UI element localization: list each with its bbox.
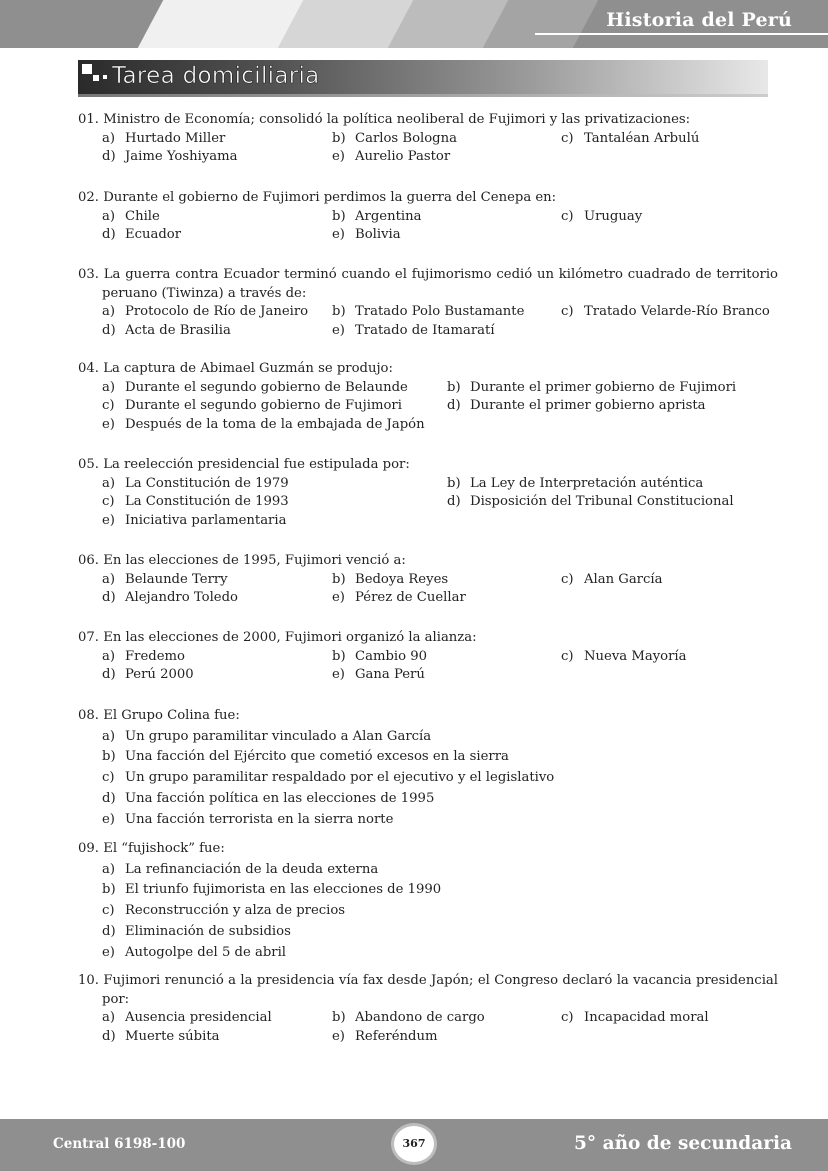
option-d: d) Alejandro Toledo: [102, 590, 238, 605]
option-c: c) Incapacidad moral: [561, 1010, 709, 1025]
grade-label: 5° año de secundaria: [574, 1133, 792, 1154]
question-text: Ministro de Economía; consolidó la política neoliberal de Fujimori y las privatizaciones:: [103, 112, 691, 127]
options: [102, 571, 778, 608]
option-c: c) Nueva Mayoría: [561, 648, 687, 664]
question-04: [78, 360, 778, 434]
option-e: e) Tratado de Itamaratí: [332, 322, 495, 338]
question-text: La captura de Abimael Guzmán se produjo:: [103, 361, 393, 376]
option-e: e) Iniciativa parlamentaria: [102, 512, 287, 528]
question-05: [78, 456, 778, 530]
question-10: [78, 972, 778, 1046]
option-a: a) Belaunde Terry: [102, 571, 228, 587]
question-text: Fujimori renunció a la presidencia vía fax desde Japón; el Congreso declaró la vacancia presidencial por:: [102, 973, 778, 1007]
options: [102, 1009, 778, 1046]
question-number: 10.: [78, 973, 99, 988]
section-title-banner: [78, 60, 768, 94]
option-d: d) Muerte súbita: [102, 1028, 220, 1044]
options: [102, 728, 778, 832]
question-08: [78, 707, 778, 831]
options: [102, 648, 778, 685]
options: [102, 208, 778, 245]
question-07: [78, 629, 778, 685]
option-d: d) Una facción política en las elecciones de 1995: [102, 790, 435, 806]
option-a: a) Un grupo paramilitar vinculado a Alan García: [102, 728, 432, 744]
options: [102, 475, 778, 531]
question-text: En las elecciones de 1995, Fujimori venció a:: [103, 553, 406, 568]
option-d: d) Jaime Yoshiyama: [102, 149, 238, 164]
square-icon: [103, 75, 107, 79]
option-e: e) Autogolpe del 5 de abril: [102, 944, 287, 960]
option-e: e) Aurelio Pastor: [332, 149, 451, 164]
option-b: b) Carlos Bologna: [332, 130, 457, 146]
question-01: [78, 111, 778, 167]
option-b: b) La Ley de Interpretación auténtica: [447, 475, 704, 491]
option-c: c) Alan García: [561, 571, 663, 587]
question-number: 08.: [78, 708, 99, 723]
option-c: c) Un grupo paramilitar respaldado por el ejecutivo y el legislativo: [102, 770, 555, 786]
header-rule: [535, 33, 828, 35]
option-d: d) Disposición del Tribunal Constitucional: [447, 494, 734, 509]
question-number: 04.: [78, 361, 99, 376]
option-a: a) Fredemo: [102, 648, 185, 664]
option-c: c) Uruguay: [561, 208, 643, 224]
question-02: [78, 189, 778, 245]
question-number: 03.: [78, 267, 99, 282]
option-c: c) Durante el segundo gobierno de Fujimori: [102, 398, 402, 413]
question-06: [78, 552, 778, 608]
page-header: [0, 0, 828, 48]
option-e: e) Referéndum: [332, 1028, 438, 1044]
question-number: 06.: [78, 553, 99, 568]
options: [102, 130, 778, 167]
options: [102, 861, 778, 965]
page-footer: [0, 1119, 828, 1171]
option-c: c) Reconstrucción y alza de precios: [102, 903, 346, 919]
option-b: b) El triunfo fujimorista en las elecciones de 1990: [102, 882, 442, 898]
option-c: c) La Constitución de 1993: [102, 494, 289, 509]
option-d: d) Durante el primer gobierno aprista: [447, 398, 706, 413]
option-b: b) Cambio 90: [332, 648, 428, 664]
course-title: Historia del Perú: [606, 9, 792, 31]
option-e: e) Bolivia: [332, 227, 401, 242]
option-b: b) Abandono de cargo: [332, 1010, 485, 1025]
question-number: 01.: [78, 112, 99, 127]
question-09: [78, 840, 778, 964]
square-icon: [82, 64, 92, 74]
question-number: 05.: [78, 457, 99, 472]
option-c: c) Tratado Velarde-Río Branco: [561, 304, 770, 319]
option-b: b) Argentina: [332, 208, 422, 224]
options: [102, 303, 778, 340]
option-d: d) Perú 2000: [102, 667, 194, 682]
page-number: 367: [394, 1126, 434, 1162]
section-title: Tarea domiciliaria: [112, 63, 320, 89]
question-text: Durante el gobierno de Fujimori perdimos la guerra del Cenepa en:: [103, 190, 557, 205]
option-a: a) La Constitución de 1979: [102, 475, 289, 491]
option-a: a) Durante el segundo gobierno de Belaunde: [102, 379, 408, 395]
option-a: a) Hurtado Miller: [102, 130, 226, 146]
option-a: a) Protocolo de Río de Janeiro: [102, 304, 309, 319]
question-03: [78, 266, 778, 340]
option-d: d) Acta de Brasilia: [102, 322, 231, 338]
option-a: a) Ausencia presidencial: [102, 1010, 272, 1025]
question-text: El “fujishock” fue:: [103, 841, 225, 856]
option-c: c) Tantaléan Arbulú: [561, 130, 700, 146]
question-number: 09.: [78, 841, 99, 856]
option-b: b) Durante el primer gobierno de Fujimori: [447, 379, 737, 395]
question-number: 07.: [78, 630, 99, 645]
square-icon: [93, 75, 99, 81]
option-b: b) Bedoya Reyes: [332, 571, 449, 587]
option-b: b) Una facción del Ejército que cometió excesos en la sierra: [102, 749, 509, 765]
options: [102, 379, 778, 435]
question-text: La reelección presidencial fue estipulada por:: [103, 457, 410, 472]
option-e: e) Pérez de Cuellar: [332, 590, 466, 605]
option-a: a) La refinanciación de la deuda externa: [102, 861, 379, 877]
option-d: d) Eliminación de subsidios: [102, 923, 291, 939]
question-text: El Grupo Colina fue:: [103, 708, 240, 723]
option-d: d) Ecuador: [102, 227, 182, 242]
question-text: En las elecciones de 2000, Fujimori organizó la alianza:: [103, 630, 477, 645]
question-number: 02.: [78, 190, 99, 205]
option-e: e) Una facción terrorista en la sierra norte: [102, 811, 394, 827]
option-b: b) Tratado Polo Bustamante: [332, 304, 525, 319]
option-e: e) Después de la toma de la embajada de Japón: [102, 416, 425, 432]
phone-number: Central 6198-100: [53, 1136, 186, 1152]
option-a: a) Chile: [102, 208, 160, 224]
option-e: e) Gana Perú: [332, 667, 425, 682]
question-text: La guerra contra Ecuador terminó cuando el fujimorismo cedió un kilómetro cuadrado de territorio peruano (Tiwinza) a través de:: [102, 267, 778, 301]
